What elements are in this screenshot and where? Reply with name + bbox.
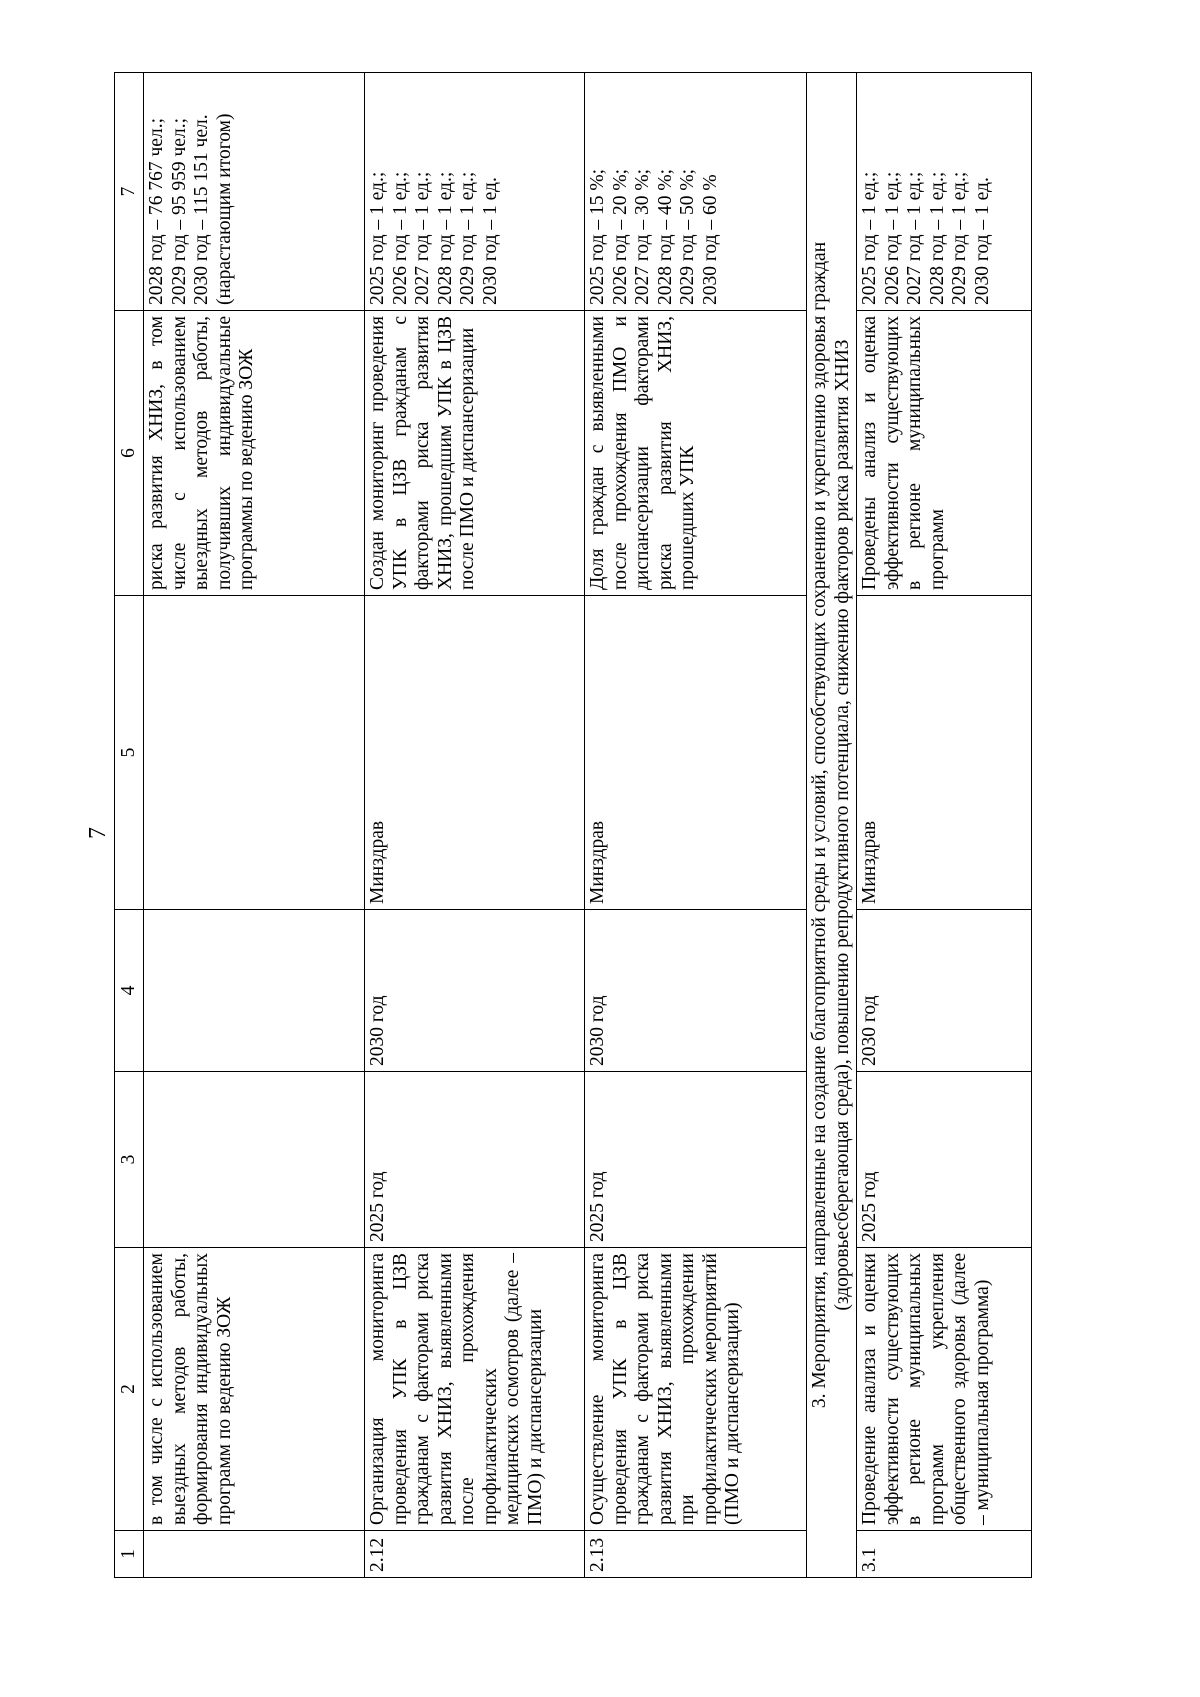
column-header: 7	[115, 73, 144, 311]
section-title	[807, 73, 857, 1578]
measure-name: Осуществление мониторинга проведения УПК в ЦЗВ гражданам с факторами риска развития ХНИЗ, выявленными при прохождении профилактических мероприятий (ПМО и диспансеризации)	[585, 1248, 807, 1531]
start-year: 2025 год	[857, 1072, 1032, 1248]
responsible: Минздрав	[857, 596, 1032, 910]
responsible: Минздрав	[365, 596, 585, 910]
expected-result: Доля граждан с выявленными после прохождения ПМО и диспансеризации факторами риска развития ХНИЗ, прошедших УПК	[585, 311, 807, 596]
indicator-values: 2025 год – 15 %; 2026 год – 20 %; 2027 год – 30 %; 2028 год – 40 %; 2029 год – 50 %; 2030 год – 60 %	[585, 73, 807, 311]
table-row	[365, 73, 585, 1578]
column-header: 6	[115, 311, 144, 596]
row-number: 2.13	[585, 1531, 807, 1578]
end-year: 2030 год	[857, 910, 1032, 1072]
responsible	[144, 596, 365, 910]
table-row	[857, 73, 1032, 1578]
column-header: 3	[115, 1072, 144, 1248]
row-number	[144, 1531, 365, 1578]
responsible: Минздрав	[585, 596, 807, 910]
expected-result: Создан мониторинг проведения УПК в ЦЗВ гражданам с факторами риска развития ХНИЗ, прошедшим УПК в ЦЗВ после ПМО и диспансеризации	[365, 311, 585, 596]
header-row	[115, 73, 144, 1578]
measure-name: в том числе с использованием выездных методов работы, формирования индивидуальных программ по ведению ЗОЖ	[144, 1248, 365, 1531]
indicator-values: 2028 год – 76 767 чел.; 2029 год – 95 959 чел.; 2030 год – 115 151 чел. (нарастающим итогом)	[144, 73, 365, 311]
table-row	[144, 73, 365, 1578]
measure-name: Проведение анализа и оценки эффективности существующих в регионе муниципальных программ укрепления общественного здоровья (далее – муниципальная программа)	[857, 1248, 1032, 1531]
measure-name: Организация мониторинга проведения УПК в ЦЗВ гражданам с факторами риска развития ХНИЗ, выявленными после прохождения профилактических медицинских осмотров (далее – ПМО) и диспансеризации	[365, 1248, 585, 1531]
start-year: 2025 год	[585, 1072, 807, 1248]
table-row	[585, 73, 807, 1578]
end-year: 2030 год	[585, 910, 807, 1072]
start-year	[144, 1072, 365, 1248]
row-number: 2.12	[365, 1531, 585, 1578]
measures-table	[114, 72, 1032, 1578]
expected-result: риска развития ХНИЗ, в том числе с использованием выездных методов работы, получивших индивидуальные программы по ведению ЗОЖ	[144, 311, 365, 596]
row-number: 3.1	[857, 1531, 1032, 1578]
column-header: 1	[115, 1531, 144, 1578]
expected-result: Проведены анализ и оценка эффективности существующих в регионе муниципальных программ	[857, 311, 1032, 596]
column-header: 4	[115, 910, 144, 1072]
indicator-values: 2025 год – 1 ед.; 2026 год – 1 ед.; 2027 год – 1 ед.; 2028 год – 1 ед.; 2029 год – 1 ед.; 2030 год – 1 ед.	[857, 73, 1032, 311]
section-title-line2: (здоровьесберегающая среда), повышению репродуктивного потенциала, снижению факторов риска развития ХНИЗ	[831, 339, 853, 1311]
table-container	[114, 73, 1090, 1578]
start-year: 2025 год	[365, 1072, 585, 1248]
section-title-line1: 3. Мероприятия, направленные на создание благоприятной среды и условий, способствующих сохранению и укреплению здоровья граждан	[809, 241, 830, 1409]
end-year	[144, 910, 365, 1072]
page-number: 7	[85, 827, 111, 839]
end-year: 2030 год	[365, 910, 585, 1072]
column-header: 5	[115, 596, 144, 910]
section-row	[807, 73, 857, 1578]
column-header: 2	[115, 1248, 144, 1531]
indicator-values: 2025 год – 1 ед.; 2026 год – 1 ед.; 2027 год – 1 ед.; 2028 год – 1 ед.; 2029 год – 1 ед.; 2030 год – 1 ед.	[365, 73, 585, 311]
